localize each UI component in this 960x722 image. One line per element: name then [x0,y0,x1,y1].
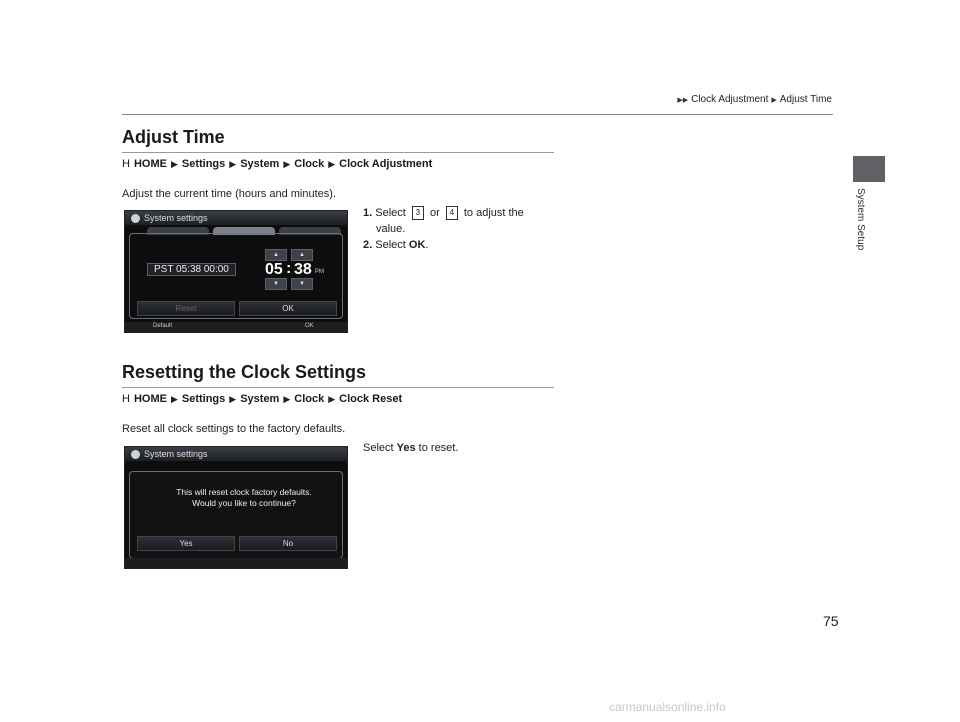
hour-up-arrow-icon[interactable]: ▲ [265,249,287,261]
step-text: value. [376,223,406,235]
instruction-text: Select [363,442,394,454]
screen-footer [125,322,347,332]
footer-ok[interactable]: OK [305,323,314,329]
up-key-icon: 3 [412,206,424,220]
path-item: Settings [181,393,226,405]
minute-down-arrow-icon[interactable]: ▼ [291,278,313,290]
path-arrow-icon: ▶ [229,158,237,169]
breadcrumb-marker: ▶▶ [677,96,689,104]
dialog-message [159,487,329,509]
section-title-resetting-clock: Resetting the Clock Settings [122,362,367,382]
path-item: Settings [181,158,226,170]
breadcrumb-separator: ▶ [771,96,777,104]
screen-clock-reset [124,446,348,569]
path-arrow-icon: ▶ [283,158,291,169]
step-list [363,205,563,253]
path-item: Clock [294,158,325,170]
section-divider [122,152,554,153]
hour-down-arrow-icon[interactable]: ▼ [265,278,287,290]
breadcrumb-item-clock-adjustment[interactable]: Clock Adjustment [691,94,769,105]
path-arrow-icon: ▶ [170,393,178,404]
path-arrow-icon: ▶ [283,393,291,404]
path-arrow-icon: ▶ [328,393,336,404]
reset-instruction [363,442,458,454]
hour-value: 05 [265,261,283,278]
gear-icon [131,214,140,223]
gear-icon [131,450,140,459]
path-item: Clock Reset [339,393,403,405]
step-number: 2. [363,239,373,251]
section-description: Adjust the current time (hours and minutes). [122,188,336,200]
step-text: or [429,207,440,219]
step-text: to adjust the [463,207,524,219]
step-1 [363,205,563,237]
screen-adjust-time [124,210,348,333]
screen-title-text: System settings [144,213,208,223]
footer-default[interactable]: Default [153,323,173,329]
step-number: 1. [363,207,373,219]
screen-title [131,213,208,223]
header-divider [122,114,833,115]
screen-title-text: System settings [144,449,208,459]
dialog-message-line: Would you like to continue? [192,498,296,508]
watermark: carmanualsonline.info [609,700,726,714]
section-tab-marker [853,156,885,182]
path-item: Clock Adjustment [339,158,433,170]
menu-path-clock-reset [122,393,402,405]
dialog-message-line: This will reset clock factory defaults. [176,487,312,497]
section-divider [122,387,554,388]
step-text: Select [375,239,406,251]
yes-button[interactable]: Yes [137,536,235,551]
section-description: Reset all clock settings to the factory defaults. [122,423,346,435]
path-item: HOME [133,158,167,170]
page-number: 75 [823,613,839,629]
ok-button[interactable]: OK [239,301,337,316]
instruction-key: Yes [396,442,416,454]
path-arrow-icon: ▶ [170,158,178,169]
no-button[interactable]: No [239,536,337,551]
screen-title [131,449,208,459]
path-arrow-icon: ▶ [229,393,237,404]
path-item: Clock [294,393,325,405]
screen-footer [125,558,347,568]
minute-value: 38 [294,261,312,278]
section-tab-label: System Setup [855,188,866,251]
breadcrumb [677,94,832,105]
timezone-display: PST 05:38 00:00 [147,263,236,276]
step-text: . [425,239,429,251]
ampm-indicator: PM [315,269,324,275]
time-colon: : [286,260,292,277]
minute-up-arrow-icon[interactable]: ▲ [291,249,313,261]
instruction-text: to reset. [418,442,459,454]
breadcrumb-item-adjust-time[interactable]: Adjust Time [779,94,832,105]
path-item: HOME [133,393,167,405]
menu-path-adjust-time [122,158,432,170]
step-text: Select [375,207,406,219]
path-arrow-icon: ▶ [328,158,336,169]
reset-button[interactable]: Reset [137,301,235,316]
section-title-adjust-time: Adjust Time [122,127,225,147]
path-item: System [240,393,280,405]
path-marker: H [122,393,130,405]
path-item: System [240,158,280,170]
step-key: OK [408,239,426,251]
path-marker: H [122,158,130,170]
step-2 [363,237,563,253]
down-key-icon: 4 [446,206,458,220]
